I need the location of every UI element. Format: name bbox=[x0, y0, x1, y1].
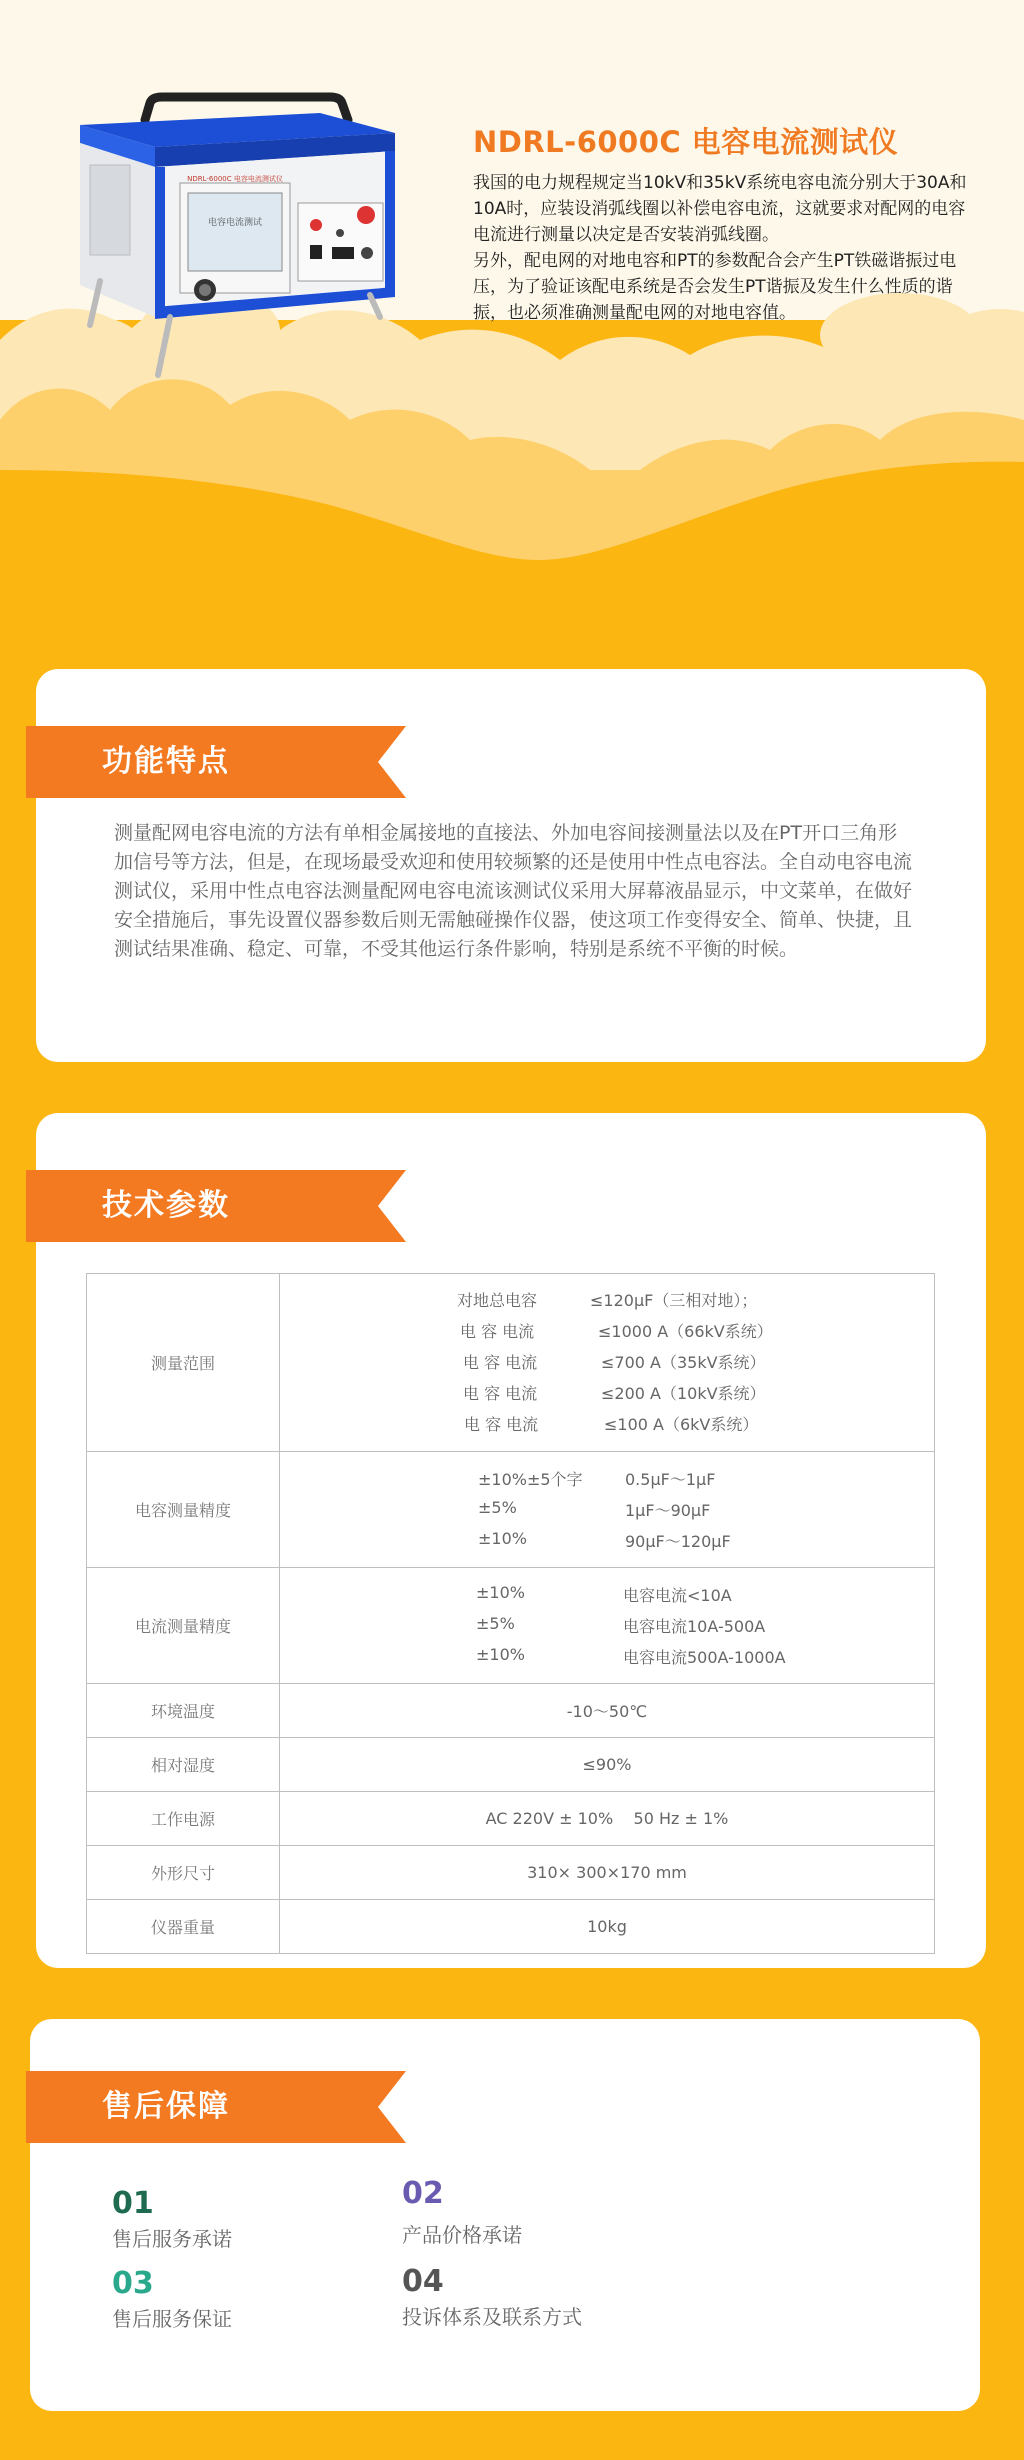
spec-label: 环境温度 bbox=[87, 1684, 280, 1738]
spec-line: ±5% bbox=[478, 1498, 517, 1517]
table-row bbox=[87, 1684, 935, 1738]
intro-paragraph-1: 我国的电力规程规定当10kV和35kV系统电容电流分别大于30A和10A时，应装设消弧线圈以补偿电容电流，这就要求对配网的电容电流进行测量以决定是否安装消弧线圈。 bbox=[473, 173, 967, 245]
spec-line: 90μF～120μF bbox=[625, 1532, 731, 1551]
features-title: 功能特点 bbox=[102, 744, 230, 779]
spec-label: 相对湿度 bbox=[87, 1738, 280, 1792]
spec-line: ≤700 A（35kV系统） bbox=[601, 1353, 766, 1372]
spec-line: 电容电流500A-1000A bbox=[623, 1648, 786, 1667]
spec-line: ±10%±5个字 bbox=[478, 1470, 583, 1489]
spec-line: ≤100 A（6kV系统） bbox=[604, 1415, 759, 1434]
product-image bbox=[70, 85, 400, 385]
table-row bbox=[87, 1738, 935, 1792]
spec-line: 对地总电容 bbox=[457, 1291, 538, 1310]
table-row bbox=[87, 1568, 935, 1684]
spec-line: 电 容 电流 bbox=[463, 1353, 538, 1372]
specs-card bbox=[36, 1113, 986, 1968]
spec-value bbox=[280, 1568, 935, 1684]
table-row bbox=[87, 1452, 935, 1568]
service-item-01[interactable] bbox=[112, 2187, 232, 2252]
service-number: 03 bbox=[112, 2266, 154, 2301]
service-number: 02 bbox=[402, 2176, 444, 2211]
specs-ribbon bbox=[26, 1170, 406, 1242]
hero-banner bbox=[0, 0, 1024, 600]
table-row bbox=[87, 1792, 935, 1846]
spec-label: 测量范围 bbox=[87, 1274, 280, 1452]
service-label: 售后服务承诺 bbox=[112, 2227, 232, 2251]
spec-label: 工作电源 bbox=[87, 1792, 280, 1846]
spec-line: 电 容 电流 bbox=[463, 1384, 538, 1403]
spec-line: 电容电流<10A bbox=[623, 1586, 732, 1605]
service-number: 01 bbox=[112, 2186, 154, 2221]
spec-label: 外形尺寸 bbox=[87, 1846, 280, 1900]
features-paragraph: 测量配网电容电流的方法有单相金属接地的直接法、外加电容间接测量法以及在PT开口三角形加信号等方法，但是，在现场最受欢迎和使用较频繁的还是使用中性点电容法。全自动电容电流测试仪，采用中性点电容法测量配网电容电流该测试仪采用大屏幕液晶显示，中文菜单，在做好安全措施后，事先设置仪器参数后则无需触碰操作仪器，使这项工作变得安全、简单、快捷，且测试结果准确、稳定、可靠，不受其他运行条件影响，特别是系统不平衡的时候。 bbox=[114, 822, 913, 960]
features-card bbox=[36, 669, 986, 1062]
spec-label: 仪器重量 bbox=[87, 1900, 280, 1954]
service-ribbon bbox=[26, 2071, 406, 2143]
service-card bbox=[30, 2019, 980, 2411]
spec-value bbox=[280, 1274, 935, 1452]
spec-label: 电流测量精度 bbox=[87, 1568, 280, 1684]
spec-line: ≤120μF（三相对地）； bbox=[590, 1291, 758, 1310]
spec-value: AC 220V ± 10% 50 Hz ± 1% bbox=[280, 1792, 935, 1846]
table-row bbox=[87, 1846, 935, 1900]
service-number: 04 bbox=[402, 2264, 444, 2299]
service-item-04[interactable] bbox=[402, 2265, 582, 2330]
product-intro bbox=[473, 170, 973, 326]
spec-line: 电 容 电流 bbox=[460, 1322, 535, 1341]
spec-value: ≤90% bbox=[280, 1738, 935, 1792]
spec-line: 0.5μF～1μF bbox=[625, 1470, 716, 1489]
product-title: NDRL-6000C 电容电流测试仪 bbox=[473, 125, 899, 159]
spec-line: ≤1000 A（66kV系统） bbox=[598, 1322, 773, 1341]
spec-line: ±10% bbox=[476, 1583, 525, 1602]
table-row bbox=[87, 1274, 935, 1452]
specs-title: 技术参数 bbox=[102, 1188, 230, 1223]
spec-label: 电容测量精度 bbox=[87, 1452, 280, 1568]
service-label: 产品价格承诺 bbox=[402, 2223, 522, 2247]
spec-line: 电容电流10A-500A bbox=[623, 1617, 766, 1636]
features-description bbox=[114, 819, 914, 964]
spec-line: ±10% bbox=[476, 1645, 525, 1664]
spec-line: 电 容 电流 bbox=[464, 1415, 539, 1434]
spec-line: ≤200 A（10kV系统） bbox=[601, 1384, 766, 1403]
spec-line: 1μF～90μF bbox=[625, 1501, 711, 1520]
service-label: 售后服务保证 bbox=[112, 2307, 232, 2331]
spec-value bbox=[280, 1452, 935, 1568]
spec-table bbox=[86, 1273, 935, 1954]
device-brand-strip: NDRL-6000C 电容电流测试仪 bbox=[187, 175, 283, 183]
spec-value: 10kg bbox=[280, 1900, 935, 1954]
service-item-03[interactable] bbox=[112, 2267, 232, 2332]
spec-value: 310× 300×170 mm bbox=[280, 1846, 935, 1900]
spec-value: -10～50℃ bbox=[280, 1684, 935, 1738]
intro-paragraph-2: 另外，配电网的对地电容和PT的参数配合会产生PT铁磁谐振过电压，为了验证该配电系统是否会发生PT谐振及发生什么性质的谐振，也必须准确测量配电网的对地电容值。 bbox=[473, 251, 957, 323]
spec-line: ±10% bbox=[478, 1529, 527, 1548]
device-screen-title: 电容电流测试 bbox=[207, 218, 263, 228]
service-item-02[interactable] bbox=[402, 2177, 522, 2248]
service-label: 投诉体系及联系方式 bbox=[402, 2305, 582, 2329]
service-title: 售后保障 bbox=[102, 2089, 230, 2124]
table-row bbox=[87, 1900, 935, 1954]
features-ribbon bbox=[26, 726, 406, 798]
spec-line: ±5% bbox=[476, 1614, 515, 1633]
